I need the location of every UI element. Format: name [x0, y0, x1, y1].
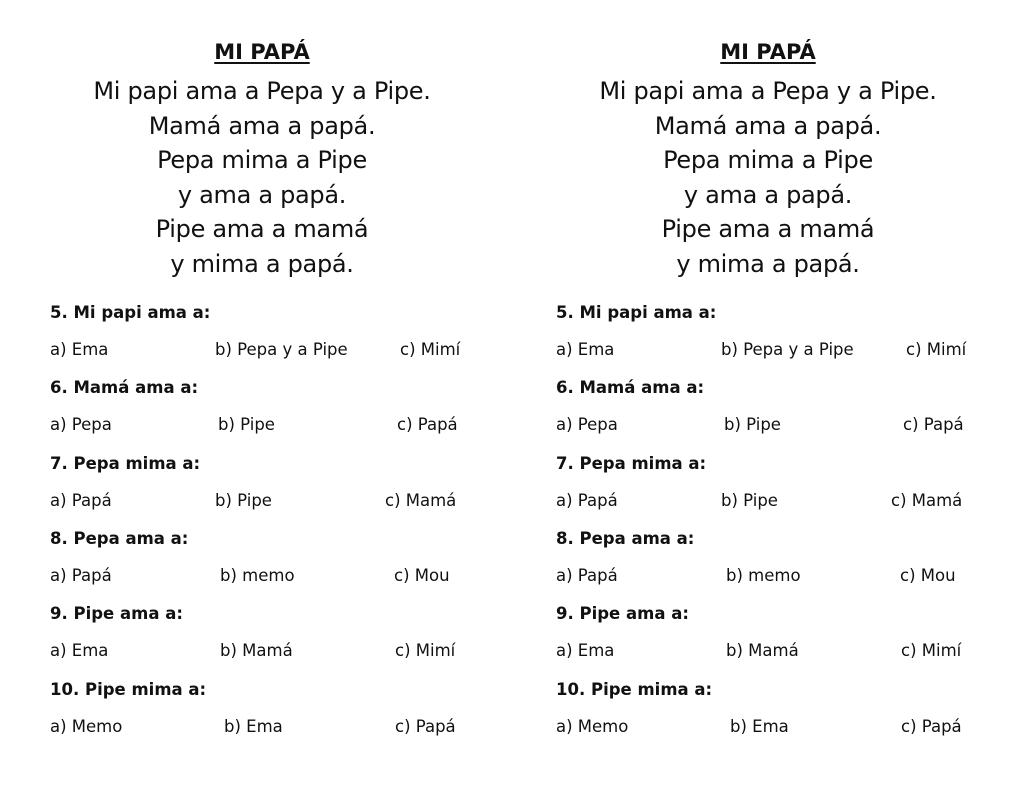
- answer-option-c: c) Mimí: [906, 340, 967, 359]
- answer-option-c: c) Mimí: [901, 641, 962, 661]
- question-label: 6. Mamá ama a:: [556, 378, 705, 398]
- answer-option-b: b) Pepa y a Pipe: [721, 340, 854, 359]
- answer-option-a: a) Papá: [50, 490, 112, 510]
- answer-option-c: c) Papá: [903, 415, 964, 435]
- answer-option-a: a) Ema: [556, 641, 615, 661]
- answer-option-c: c) Mou: [394, 565, 450, 585]
- answer-option-a: a) Ema: [50, 340, 109, 359]
- question-label: 9. Pipe ama a:: [50, 604, 183, 624]
- story-text: [552, 74, 984, 282]
- answer-option-c: c) Papá: [901, 716, 962, 736]
- worksheet-title: MI PAPÁ: [214, 40, 310, 64]
- answer-option-a: a) Ema: [556, 340, 615, 359]
- answer-option-b: b) Pipe: [218, 415, 275, 435]
- story-line: y ama a papá.: [683, 180, 853, 209]
- question-label: 7. Pepa mima a:: [50, 453, 201, 473]
- story-line: Pepa mima a Pipe: [663, 146, 873, 175]
- question-label: 10. Pipe mima a:: [556, 679, 713, 699]
- answer-option-b: b) Mamá: [220, 641, 293, 661]
- question-label: 10. Pipe mima a:: [50, 679, 207, 699]
- answer-option-b: b) Mamá: [726, 641, 799, 661]
- answer-option-a: a) Memo: [50, 716, 123, 736]
- story-line: Mi papi ama a Pepa y a Pipe.: [599, 77, 937, 105]
- worksheet-left: [46, 0, 486, 791]
- story-line: y mima a papá.: [676, 249, 860, 278]
- question-label: 9. Pipe ama a:: [556, 604, 689, 624]
- story-line: Mamá ama a papá.: [654, 111, 882, 140]
- answer-option-b: b) Ema: [224, 716, 283, 736]
- answer-option-b: b) Pepa y a Pipe: [215, 340, 348, 359]
- question-label: 6. Mamá ama a:: [50, 378, 199, 398]
- story-line: y mima a papá.: [170, 249, 354, 278]
- answer-option-c: c) Papá: [395, 716, 456, 736]
- answer-option-b: b) Ema: [730, 716, 789, 736]
- answer-option-c: c) Mamá: [385, 490, 457, 510]
- question-label: 7. Pepa mima a:: [556, 453, 707, 473]
- answer-option-c: c) Mimí: [395, 641, 456, 661]
- question-label: 8. Pepa ama a:: [556, 528, 695, 548]
- answer-option-b: b) Pipe: [215, 490, 272, 510]
- answer-option-b: b) memo: [726, 565, 801, 585]
- answer-option-c: c) Mamá: [891, 490, 963, 510]
- story-line: Pipe ama a mamá: [155, 215, 369, 244]
- answer-option-b: b) Pipe: [724, 415, 781, 435]
- answer-option-c: c) Papá: [397, 415, 458, 435]
- answer-option-c: c) Mimí: [400, 340, 461, 359]
- story-line: Mi papi ama a Pepa y a Pipe.: [93, 77, 431, 105]
- story-line: Pipe ama a mamá: [661, 215, 875, 244]
- story-line: Pepa mima a Pipe: [157, 146, 367, 175]
- answer-option-a: a) Papá: [556, 565, 618, 585]
- answer-option-c: c) Mou: [900, 565, 956, 585]
- answer-option-b: b) memo: [220, 565, 295, 585]
- worksheet-title: MI PAPÁ: [720, 40, 816, 64]
- answer-option-a: a) Pepa: [556, 415, 618, 435]
- answer-option-a: a) Papá: [556, 490, 618, 510]
- story-line: y ama a papá.: [177, 180, 347, 209]
- answer-option-a: a) Papá: [50, 565, 112, 585]
- answer-option-a: a) Memo: [556, 716, 629, 736]
- story-text: [46, 74, 478, 282]
- answer-option-a: a) Ema: [50, 641, 109, 661]
- story-line: Mamá ama a papá.: [148, 111, 376, 140]
- worksheet-right: [552, 0, 992, 791]
- question-label: 8. Pepa ama a:: [50, 528, 189, 548]
- question-label: 5. Mi papi ama a:: [50, 303, 211, 322]
- question-label: 5. Mi papi ama a:: [556, 303, 717, 322]
- answer-option-b: b) Pipe: [721, 490, 778, 510]
- answer-option-a: a) Pepa: [50, 415, 112, 435]
